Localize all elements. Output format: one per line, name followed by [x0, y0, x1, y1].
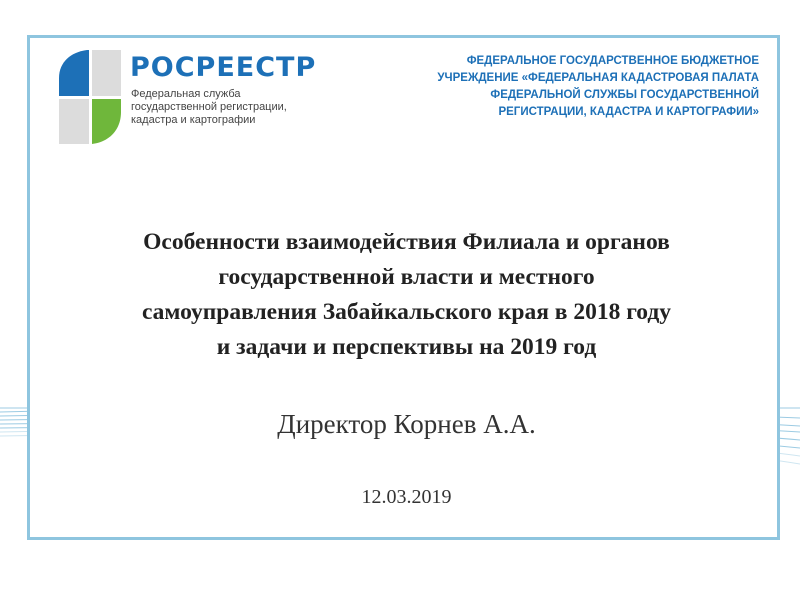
title-line: самоуправления Забайкальского края в 2018 году [141, 299, 672, 325]
logo-subtitle-line: государственной регистрации, [131, 101, 287, 113]
presenter-name: Директор Корнев А.А. [277, 409, 536, 439]
logo-wordmark: РОСРЕЕСТР [130, 52, 317, 83]
logo-subtitle-line: Федеральная служба [131, 88, 241, 100]
title-line: Особенности взаимодействия Филиала и органов [143, 229, 670, 255]
title-line: и задачи и перспективы на 2019 год [216, 334, 597, 360]
organization-line: ФЕДЕРАЛЬНОЙ СЛУЖБЫ ГОСУДАРСТВЕННОЙ [490, 89, 759, 101]
organization-name [299, 53, 759, 121]
organization-line: УЧРЕЖДЕНИЕ «ФЕДЕРАЛЬНАЯ КАДАСТРОВАЯ ПАЛАТА [437, 72, 759, 84]
title-line: государственной власти и местного [218, 264, 595, 290]
slide-frame [27, 35, 780, 540]
organization-line: ФЕДЕРАЛЬНОЕ ГОСУДАРСТВЕННОЕ БЮДЖЕТНОЕ [466, 55, 759, 67]
presentation-date: 12.03.2019 [361, 486, 452, 508]
rosreestr-logo-icon [57, 48, 123, 146]
organization-line: РЕГИСТРАЦИИ, КАДАСТРА И КАРТОГРАФИИ» [498, 106, 759, 118]
slide-title [30, 225, 783, 365]
logo-subtitle [131, 88, 287, 127]
logo-subtitle-line: кадастра и картографии [131, 114, 256, 126]
